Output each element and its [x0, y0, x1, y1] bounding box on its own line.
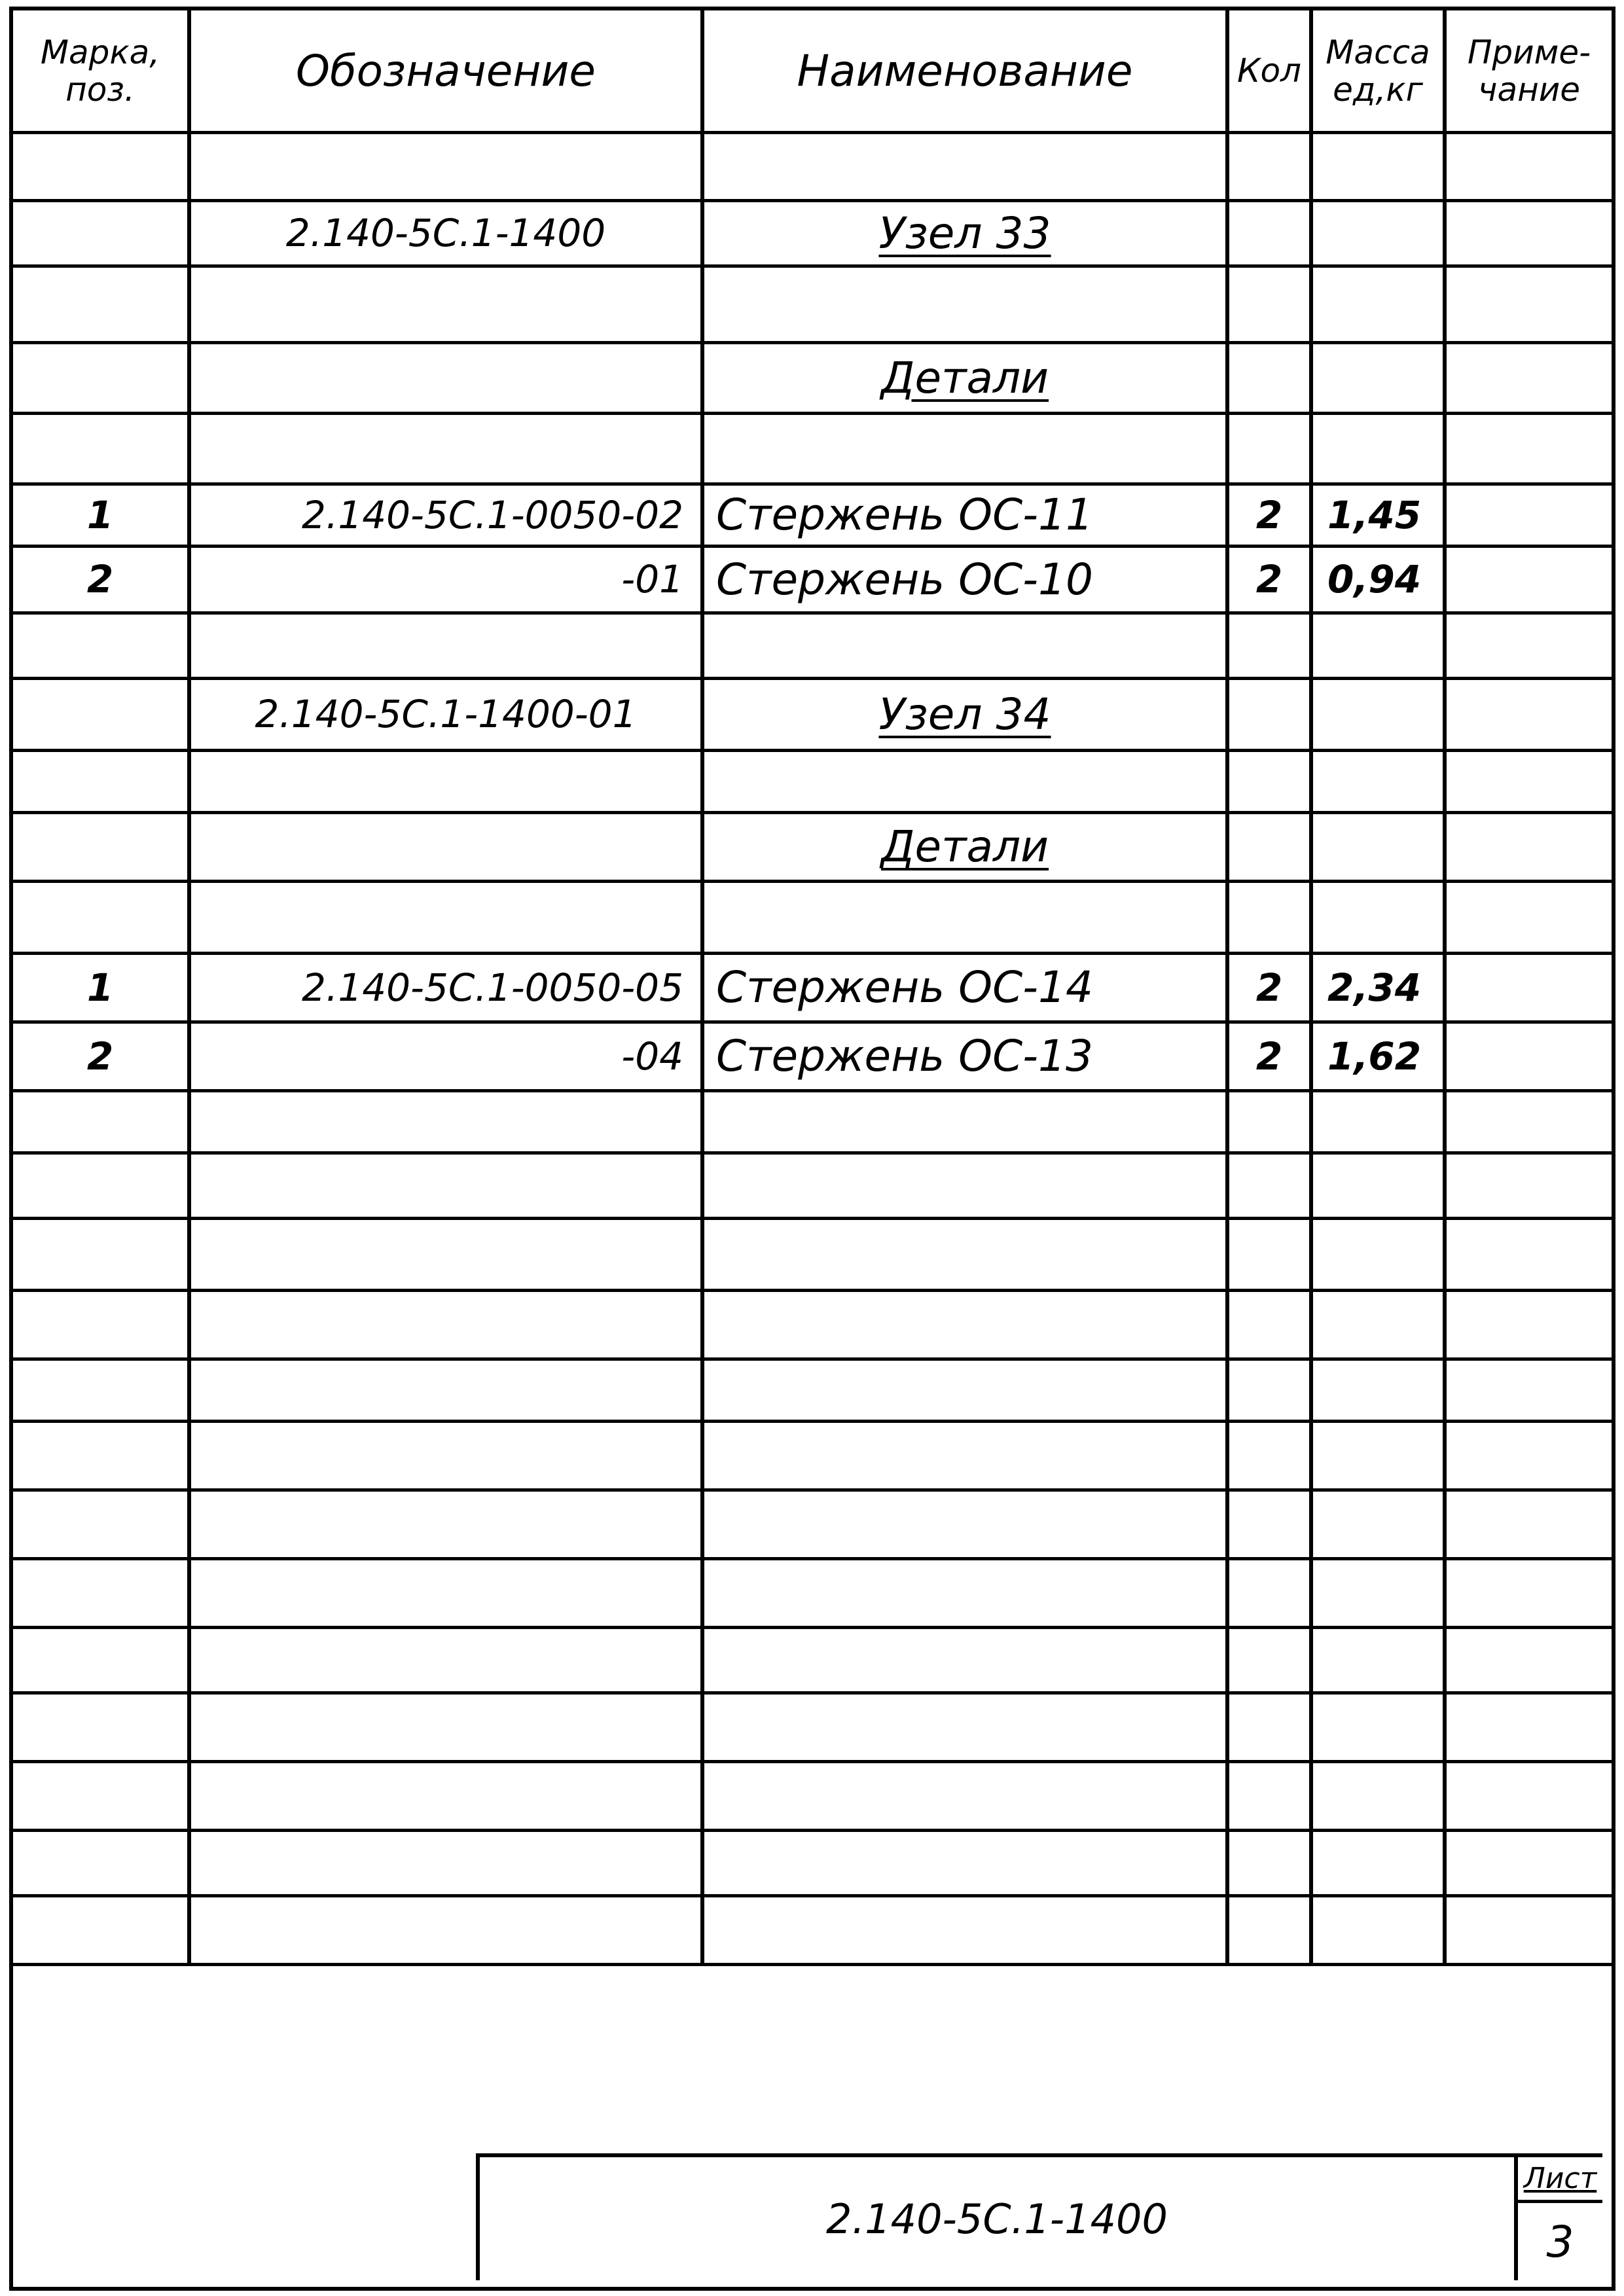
cell-qty [1229, 132, 1309, 200]
sheet-label: Лист [1518, 2157, 1602, 2203]
header-note [1447, 10, 1612, 132]
cell-name [704, 953, 1225, 1022]
sheet-number-box [1514, 2157, 1602, 2280]
cell-code [191, 812, 700, 881]
cell-mass [1313, 812, 1443, 881]
cell-pos [13, 546, 187, 613]
cell-pos [13, 413, 187, 484]
cell-qty [1229, 413, 1309, 484]
cell-qty [1229, 953, 1309, 1022]
cell-name-text: Стержень ОС-13 [716, 1031, 1093, 1081]
cell-code [191, 484, 700, 546]
cell-mass [1313, 613, 1443, 678]
row-divider [13, 1217, 1612, 1220]
cell-code-text: 2.140-5С.1-1400 [285, 211, 606, 255]
cell-mass [1313, 546, 1443, 613]
cell-name [704, 266, 1225, 342]
row-divider [13, 1289, 1612, 1292]
header-note-line2: чание [1477, 71, 1581, 109]
cell-code [191, 678, 700, 750]
header-mass-line1: Масса [1326, 33, 1430, 71]
row-divider [13, 1420, 1612, 1423]
cell-pos [13, 750, 187, 812]
cell-pos-text: 1 [86, 492, 114, 537]
cell-qty [1229, 546, 1309, 613]
cell-mass [1313, 200, 1443, 266]
row-divider [13, 1963, 1612, 1966]
cell-mass-text: 1,45 [1327, 492, 1422, 537]
cell-qty-text: 2 [1255, 557, 1283, 601]
cell-name-text: Стержень ОС-11 [716, 490, 1093, 540]
cell-pos [13, 484, 187, 546]
cell-code [191, 881, 700, 953]
cell-mass [1313, 484, 1443, 546]
row-divider [13, 1151, 1612, 1155]
cell-code-text: 2.140-5С.1-0050-05 [302, 965, 683, 1010]
cell-code [191, 1022, 700, 1090]
cell-mass [1313, 266, 1443, 342]
cell-name-text: Стержень ОС-10 [716, 554, 1093, 605]
cell-qty [1229, 200, 1309, 266]
cell-name [704, 678, 1225, 750]
cell-mass-text: 2,34 [1327, 965, 1422, 1010]
cell-qty-text: 2 [1255, 965, 1283, 1010]
cell-mass [1313, 953, 1443, 1022]
cell-pos [13, 266, 187, 342]
cell-code-text: -04 [621, 1033, 683, 1079]
cell-pos [13, 678, 187, 750]
header-qty [1229, 10, 1309, 132]
cell-code-text: 2.140-5С.1-1400-01 [255, 692, 637, 736]
header-pos-line2: поз. [65, 71, 135, 109]
cell-qty [1229, 678, 1309, 750]
cell-code [191, 200, 700, 266]
cell-pos [13, 881, 187, 953]
cell-name-text: Узел 33 [878, 207, 1051, 259]
cell-code [191, 613, 700, 678]
cell-name-text: Детали [880, 821, 1049, 872]
cell-name-text: Стержень ОС-14 [716, 962, 1093, 1013]
cell-mass-text: 0,94 [1327, 557, 1422, 601]
row-divider [13, 1894, 1612, 1897]
cell-qty [1229, 1022, 1309, 1090]
cell-mass [1313, 881, 1443, 953]
header-pos [13, 10, 187, 132]
cell-pos [13, 200, 187, 266]
header-code-text: Обозначение [296, 46, 596, 96]
cell-code [191, 953, 700, 1022]
cell-qty-text: 2 [1255, 492, 1283, 537]
cell-pos [13, 812, 187, 881]
cell-mass-text: 1,62 [1327, 1033, 1422, 1079]
cell-qty [1229, 484, 1309, 546]
title-block [476, 2153, 1602, 2280]
header-code [191, 10, 700, 132]
cell-code [191, 546, 700, 613]
cell-name [704, 484, 1225, 546]
row-divider [13, 1626, 1612, 1629]
header-mass [1313, 10, 1443, 132]
cell-mass [1313, 342, 1443, 413]
sheet-number: 3 [1546, 2216, 1574, 2267]
header-name [704, 10, 1225, 132]
cell-code [191, 132, 700, 200]
row-divider [13, 1488, 1612, 1492]
cell-qty [1229, 881, 1309, 953]
cell-name [704, 342, 1225, 413]
header-name-text: Наименование [797, 46, 1133, 96]
row-divider [13, 1557, 1612, 1560]
cell-mass [1313, 750, 1443, 812]
row-divider [13, 1760, 1612, 1763]
cell-qty [1229, 613, 1309, 678]
cell-pos [13, 1022, 187, 1090]
cell-code-text: 2.140-5С.1-0050-02 [302, 492, 683, 537]
row-divider [13, 1829, 1612, 1832]
header-pos-line1: Марка, [40, 33, 160, 71]
cell-code [191, 342, 700, 413]
row-divider [13, 1357, 1612, 1361]
cell-name [704, 1022, 1225, 1090]
cell-code-text: -01 [621, 557, 683, 601]
cell-name [704, 881, 1225, 953]
cell-qty-text: 2 [1255, 1033, 1283, 1079]
cell-mass [1313, 413, 1443, 484]
cell-name [704, 132, 1225, 200]
cell-pos-text: 2 [86, 557, 114, 601]
header-qty-text: Кол [1236, 52, 1302, 90]
cell-name-text: Детали [880, 352, 1049, 403]
cell-code [191, 750, 700, 812]
cell-mass [1313, 1022, 1443, 1090]
cell-pos-text: 2 [86, 1033, 114, 1079]
cell-name [704, 200, 1225, 266]
cell-qty [1229, 266, 1309, 342]
cell-qty [1229, 812, 1309, 881]
row-divider [13, 1691, 1612, 1695]
cell-name [704, 812, 1225, 881]
cell-pos [13, 953, 187, 1022]
cell-mass [1313, 132, 1443, 200]
header-note-line1: Приме- [1467, 33, 1591, 71]
cell-name [704, 546, 1225, 613]
cell-name [704, 750, 1225, 812]
cell-pos [13, 342, 187, 413]
cell-pos [13, 132, 187, 200]
header-mass-line2: ед,кг [1333, 71, 1423, 109]
cell-qty [1229, 750, 1309, 812]
cell-name [704, 613, 1225, 678]
cell-name-text: Узел 34 [878, 689, 1051, 740]
title-block-code: 2.140-5С.1-1400 [826, 2195, 1168, 2243]
cell-code [191, 266, 700, 342]
cell-qty [1229, 342, 1309, 413]
column-divider [1443, 10, 1447, 1964]
drawing-sheet [9, 7, 1615, 2291]
cell-pos [13, 613, 187, 678]
cell-name [704, 413, 1225, 484]
cell-code [191, 413, 700, 484]
cell-mass [1313, 678, 1443, 750]
cell-pos-text: 1 [86, 965, 114, 1010]
